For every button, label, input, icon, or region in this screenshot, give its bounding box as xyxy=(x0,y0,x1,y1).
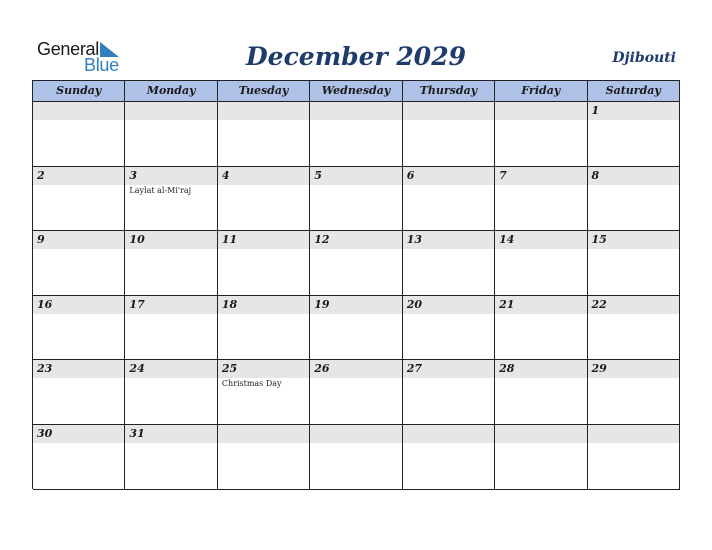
date-band xyxy=(588,425,679,443)
weekday-header: Monday xyxy=(125,81,217,102)
day-number: 11 xyxy=(221,233,238,247)
date-band xyxy=(218,360,309,378)
day-number: 3 xyxy=(129,168,138,182)
day-number: 7 xyxy=(499,168,507,182)
day-cell xyxy=(495,296,587,361)
date-band xyxy=(403,167,494,185)
week-row xyxy=(33,360,680,425)
date-band xyxy=(495,425,586,443)
holiday-label: Laylat al-Mi'raj xyxy=(129,185,192,195)
day-cell xyxy=(33,425,125,490)
weekday-header: Thursday xyxy=(403,81,495,102)
country-name: Djibouti xyxy=(612,50,676,66)
weekday-header: Friday xyxy=(495,81,587,102)
date-band xyxy=(495,296,586,314)
day-cell xyxy=(33,102,125,167)
date-band xyxy=(310,360,401,378)
day-cell xyxy=(33,360,125,425)
week-row xyxy=(33,296,680,361)
date-band xyxy=(218,296,309,314)
date-band xyxy=(218,167,309,185)
calendar-grid xyxy=(32,80,680,489)
day-cell xyxy=(218,296,310,361)
date-band xyxy=(33,231,124,249)
day-number: 26 xyxy=(314,362,330,376)
weekday-header: Saturday xyxy=(588,81,680,102)
date-band xyxy=(125,296,216,314)
day-number: 14 xyxy=(499,233,515,247)
date-band xyxy=(495,102,586,120)
day-number: 5 xyxy=(314,168,322,182)
day-cell xyxy=(588,360,680,425)
day-number: 1 xyxy=(591,104,600,117)
date-band xyxy=(310,296,401,314)
date-band xyxy=(495,231,586,249)
date-band xyxy=(218,231,309,249)
day-cell xyxy=(403,231,495,296)
week-row xyxy=(33,102,680,167)
day-number: 4 xyxy=(221,168,230,182)
holiday-label: Christmas Day xyxy=(221,379,282,389)
date-band xyxy=(310,167,401,185)
day-cell xyxy=(125,360,217,425)
day-cell xyxy=(218,425,310,490)
date-band xyxy=(218,102,309,120)
date-band xyxy=(495,360,586,378)
day-cell xyxy=(588,102,680,167)
date-band xyxy=(33,102,124,120)
logo-text-blue: Blue xyxy=(84,55,119,75)
day-cell xyxy=(310,425,402,490)
weekday-header-row xyxy=(33,81,680,102)
day-number: 30 xyxy=(37,426,53,440)
day-number: 31 xyxy=(129,426,145,440)
day-number: 22 xyxy=(591,297,607,311)
week-row xyxy=(33,231,680,296)
day-cell xyxy=(403,102,495,167)
day-cell xyxy=(588,296,680,361)
day-cell xyxy=(495,425,587,490)
date-band xyxy=(403,102,494,120)
day-cell xyxy=(310,102,402,167)
date-band xyxy=(33,167,124,185)
day-number: 12 xyxy=(314,233,330,247)
date-band xyxy=(33,360,124,378)
day-cell xyxy=(495,102,587,167)
day-number: 8 xyxy=(591,168,600,182)
day-cell xyxy=(403,360,495,425)
weekday-header: Tuesday xyxy=(218,81,310,102)
day-cell xyxy=(218,360,310,425)
date-band xyxy=(310,102,401,120)
month-title: December 2029 xyxy=(245,42,466,71)
date-band xyxy=(403,360,494,378)
date-band xyxy=(125,102,216,120)
date-band xyxy=(588,296,679,314)
day-cell xyxy=(125,296,217,361)
day-number: 9 xyxy=(37,233,45,247)
day-cell xyxy=(495,231,587,296)
day-cell xyxy=(403,167,495,232)
day-cell xyxy=(33,167,125,232)
day-cell xyxy=(588,425,680,490)
day-number: 27 xyxy=(406,362,422,376)
date-band xyxy=(403,231,494,249)
date-band xyxy=(218,425,309,443)
date-band xyxy=(33,425,124,443)
day-cell xyxy=(33,296,125,361)
weekday-header: Sunday xyxy=(33,81,125,102)
day-number: 25 xyxy=(221,362,238,376)
day-cell xyxy=(310,296,402,361)
day-cell xyxy=(310,167,402,232)
day-number: 10 xyxy=(129,233,145,247)
day-cell xyxy=(218,102,310,167)
weekday-header: Wednesday xyxy=(310,81,402,102)
day-cell xyxy=(125,102,217,167)
day-number: 17 xyxy=(129,297,145,311)
date-band xyxy=(403,425,494,443)
date-band xyxy=(125,360,216,378)
date-band xyxy=(588,231,679,249)
day-number: 18 xyxy=(221,297,238,311)
day-number: 2 xyxy=(37,168,45,182)
day-number: 24 xyxy=(129,362,145,376)
date-band xyxy=(403,296,494,314)
date-band xyxy=(125,231,216,249)
day-number: 15 xyxy=(591,233,607,247)
day-cell xyxy=(218,167,310,232)
day-number: 23 xyxy=(37,362,53,376)
day-cell xyxy=(125,425,217,490)
week-row xyxy=(33,167,680,232)
date-band xyxy=(310,231,401,249)
date-band xyxy=(33,296,124,314)
day-number: 20 xyxy=(406,297,422,311)
day-cell xyxy=(125,167,217,232)
day-cell xyxy=(310,360,402,425)
day-cell xyxy=(495,167,587,232)
day-number: 21 xyxy=(499,297,515,311)
day-number: 19 xyxy=(314,297,330,311)
day-cell xyxy=(403,425,495,490)
day-number: 16 xyxy=(37,297,53,311)
calendar-weeks xyxy=(33,102,680,490)
day-cell xyxy=(125,231,217,296)
day-number: 28 xyxy=(499,362,515,376)
date-band xyxy=(495,167,586,185)
day-cell xyxy=(218,231,310,296)
date-band xyxy=(588,167,679,185)
date-band xyxy=(588,360,679,378)
day-cell xyxy=(495,360,587,425)
date-band xyxy=(310,425,401,443)
day-number: 13 xyxy=(406,233,422,247)
day-cell xyxy=(33,231,125,296)
day-cell xyxy=(403,296,495,361)
day-number: 6 xyxy=(406,168,415,182)
day-number: 29 xyxy=(591,362,607,376)
day-cell xyxy=(588,167,680,232)
date-band xyxy=(125,167,216,185)
logo-text-general: General xyxy=(37,39,99,59)
day-cell xyxy=(588,231,680,296)
week-row xyxy=(33,425,680,490)
date-band xyxy=(125,425,216,443)
day-cell xyxy=(310,231,402,296)
date-band xyxy=(588,102,679,120)
